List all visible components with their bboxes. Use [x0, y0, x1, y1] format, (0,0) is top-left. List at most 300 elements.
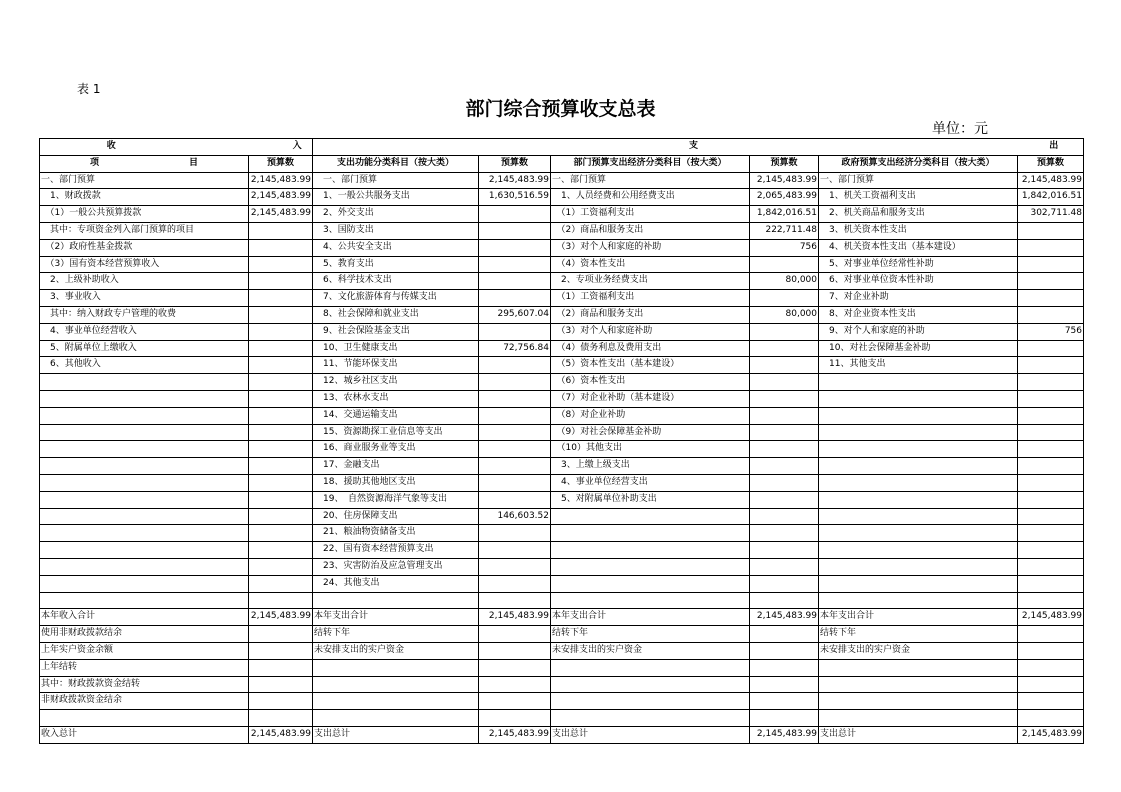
col-header-item-right: 目	[189, 157, 199, 168]
income-item-cell: 一、部门预算	[40, 172, 249, 189]
func-item-cell: 23、灾害防治及应急管理支出	[313, 558, 479, 575]
dept-econ-item-cell	[551, 542, 750, 559]
dept-econ-item-cell: 1、人员经费和公用经费支出	[551, 189, 750, 206]
func-budget-cell	[479, 626, 551, 643]
table-row	[40, 172, 1084, 189]
func-budget-cell	[479, 542, 551, 559]
income-budget-cell	[249, 323, 313, 340]
func-item-cell: 18、援助其他地区支出	[313, 474, 479, 491]
func-budget-cell	[479, 693, 551, 710]
income-item-cell	[40, 491, 249, 508]
func-budget-cell	[479, 256, 551, 273]
gov-econ-budget-cell	[1018, 676, 1084, 693]
func-budget-cell	[479, 558, 551, 575]
dept-econ-item-cell	[551, 525, 750, 542]
dept-econ-budget-cell: 80,000	[750, 273, 819, 290]
gov-econ-budget-cell	[1018, 222, 1084, 239]
dept-econ-budget-cell	[750, 525, 819, 542]
gov-econ-item-cell: 8、对企业资本性支出	[819, 306, 1018, 323]
dept-econ-budget-cell	[750, 424, 819, 441]
dept-econ-budget-cell: 2,145,483.99	[750, 609, 819, 626]
dept-econ-budget-cell	[750, 474, 819, 491]
gov-econ-item-cell: 未安排支出的实户资金	[819, 642, 1018, 659]
table-row	[40, 676, 1084, 693]
table-row	[40, 390, 1084, 407]
dept-econ-item-cell: （5）资本性支出（基本建设）	[551, 357, 750, 374]
table-row	[40, 726, 1084, 743]
gov-econ-item-cell: 支出总计	[819, 726, 1018, 743]
income-budget-cell	[249, 458, 313, 475]
func-budget-cell	[479, 525, 551, 542]
income-budget-cell	[249, 642, 313, 659]
gov-econ-item-cell	[819, 525, 1018, 542]
func-item-cell	[313, 592, 479, 609]
col-header-budget-gov: 预算数	[1018, 155, 1084, 172]
table-row	[40, 626, 1084, 643]
gov-econ-budget-cell	[1018, 407, 1084, 424]
gov-econ-item-cell	[819, 542, 1018, 559]
func-budget-cell	[479, 474, 551, 491]
col-header-item	[40, 155, 249, 172]
gov-econ-budget-cell	[1018, 357, 1084, 374]
budget-summary-table	[39, 138, 1084, 744]
dept-econ-item-cell	[551, 710, 750, 727]
table-row	[40, 458, 1084, 475]
gov-econ-budget-cell	[1018, 592, 1084, 609]
income-item-cell: 2、上级补助收入	[40, 273, 249, 290]
func-item-cell: 本年支出合计	[313, 609, 479, 626]
income-item-cell	[40, 542, 249, 559]
func-item-cell: 20、住房保障支出	[313, 508, 479, 525]
func-budget-cell	[479, 390, 551, 407]
table-row	[40, 407, 1084, 424]
dept-econ-item-cell: （4）资本性支出	[551, 256, 750, 273]
func-budget-cell	[479, 239, 551, 256]
func-budget-cell	[479, 290, 551, 307]
income-item-cell: 3、事业收入	[40, 290, 249, 307]
gov-econ-item-cell: 11、其他支出	[819, 357, 1018, 374]
dept-econ-budget-cell	[750, 390, 819, 407]
income-budget-cell: 2,145,483.99	[249, 206, 313, 223]
table-row	[40, 189, 1084, 206]
dept-econ-item-cell: 本年支出合计	[551, 609, 750, 626]
func-budget-cell: 2,145,483.99	[479, 609, 551, 626]
gov-econ-budget-cell	[1018, 575, 1084, 592]
dept-econ-budget-cell	[750, 710, 819, 727]
func-budget-cell	[479, 659, 551, 676]
func-budget-cell	[479, 374, 551, 391]
income-item-cell: 5、附属单位上缴收入	[40, 340, 249, 357]
income-budget-cell	[249, 424, 313, 441]
dept-econ-budget-cell: 222,711.48	[750, 222, 819, 239]
col-header-budget-func: 预算数	[479, 155, 551, 172]
func-item-cell: 5、教育支出	[313, 256, 479, 273]
dept-econ-budget-cell	[750, 508, 819, 525]
dept-econ-item-cell: （4）债务利息及费用支出	[551, 340, 750, 357]
dept-econ-budget-cell	[750, 407, 819, 424]
gov-econ-budget-cell	[1018, 525, 1084, 542]
dept-econ-item-cell: （1）工资福利支出	[551, 290, 750, 307]
income-item-cell: （3）国有资本经营预算收入	[40, 256, 249, 273]
dept-econ-budget-cell	[750, 642, 819, 659]
group-header-row	[40, 139, 1084, 156]
func-budget-cell	[479, 491, 551, 508]
income-item-cell: 上年实户资金余额	[40, 642, 249, 659]
income-budget-cell	[249, 525, 313, 542]
dept-econ-budget-cell	[750, 256, 819, 273]
income-budget-cell	[249, 575, 313, 592]
income-item-cell	[40, 458, 249, 475]
func-budget-cell: 72,756.84	[479, 340, 551, 357]
dept-econ-budget-cell	[750, 592, 819, 609]
income-budget-cell	[249, 290, 313, 307]
dept-econ-item-cell: （7）对企业补助（基本建设）	[551, 390, 750, 407]
func-item-cell: 16、商业服务业等支出	[313, 441, 479, 458]
income-item-cell: 上年结转	[40, 659, 249, 676]
unit-label: 单位：元	[932, 121, 988, 137]
gov-econ-item-cell	[819, 676, 1018, 693]
func-budget-cell	[479, 206, 551, 223]
income-budget-cell	[249, 357, 313, 374]
gov-econ-item-cell: 5、对事业单位经常性补助	[819, 256, 1018, 273]
income-budget-cell: 2,145,483.99	[249, 189, 313, 206]
income-budget-cell	[249, 222, 313, 239]
gov-econ-item-cell	[819, 592, 1018, 609]
table-row	[40, 206, 1084, 223]
gov-econ-item-cell: 6、对事业单位资本性补助	[819, 273, 1018, 290]
dept-econ-budget-cell: 756	[750, 239, 819, 256]
func-item-cell: 一、部门预算	[313, 172, 479, 189]
income-budget-cell	[249, 542, 313, 559]
func-item-cell: 12、城乡社区支出	[313, 374, 479, 391]
func-item-cell	[313, 659, 479, 676]
dept-econ-budget-cell	[750, 558, 819, 575]
dept-econ-item-cell: （6）资本性支出	[551, 374, 750, 391]
func-budget-cell	[479, 407, 551, 424]
func-budget-cell: 2,145,483.99	[479, 172, 551, 189]
table-row	[40, 542, 1084, 559]
gov-econ-item-cell	[819, 441, 1018, 458]
gov-econ-item-cell: 7、对企业补助	[819, 290, 1018, 307]
func-item-cell	[313, 693, 479, 710]
func-budget-cell	[479, 592, 551, 609]
income-item-cell: 其中：财政拨款资金结转	[40, 676, 249, 693]
dept-econ-item-cell: （1）工资福利支出	[551, 206, 750, 223]
dept-econ-item-cell: （2）商品和服务支出	[551, 222, 750, 239]
func-item-cell: 2、外交支出	[313, 206, 479, 223]
expense-header-left: 支	[688, 141, 698, 151]
dept-econ-budget-cell	[750, 659, 819, 676]
table-row	[40, 239, 1084, 256]
gov-econ-budget-cell	[1018, 290, 1084, 307]
gov-econ-budget-cell	[1018, 374, 1084, 391]
gov-econ-budget-cell	[1018, 390, 1084, 407]
gov-econ-budget-cell: 756	[1018, 323, 1084, 340]
func-item-cell: 13、农林水支出	[313, 390, 479, 407]
func-budget-cell	[479, 710, 551, 727]
dept-econ-budget-cell	[750, 458, 819, 475]
income-item-cell: 收入总计	[40, 726, 249, 743]
table-row	[40, 273, 1084, 290]
gov-econ-item-cell	[819, 491, 1018, 508]
gov-econ-budget-cell: 302,711.48	[1018, 206, 1084, 223]
gov-econ-item-cell: 10、对社会保障基金补助	[819, 340, 1018, 357]
col-header-item-left: 项	[89, 157, 99, 168]
dept-econ-item-cell: （2）商品和服务支出	[551, 306, 750, 323]
income-item-cell	[40, 525, 249, 542]
table-row	[40, 491, 1084, 508]
income-budget-cell	[249, 340, 313, 357]
func-budget-cell: 146,603.52	[479, 508, 551, 525]
dept-econ-budget-cell	[750, 374, 819, 391]
expense-group-header	[313, 139, 1084, 156]
table-row	[40, 609, 1084, 626]
gov-econ-budget-cell: 2,145,483.99	[1018, 172, 1084, 189]
income-budget-cell	[249, 306, 313, 323]
gov-econ-budget-cell	[1018, 558, 1084, 575]
func-budget-cell: 1,630,516.59	[479, 189, 551, 206]
income-item-cell	[40, 508, 249, 525]
dept-econ-item-cell: 5、对附属单位补助支出	[551, 491, 750, 508]
dept-econ-budget-cell: 2,145,483.99	[750, 726, 819, 743]
dept-econ-item-cell	[551, 508, 750, 525]
gov-econ-budget-cell	[1018, 508, 1084, 525]
income-item-cell: 使用非财政拨款结余	[40, 626, 249, 643]
dept-econ-item-cell	[551, 575, 750, 592]
income-budget-cell	[249, 508, 313, 525]
gov-econ-budget-cell	[1018, 491, 1084, 508]
func-item-cell: 24、其他支出	[313, 575, 479, 592]
income-item-cell: 1、财政拨款	[40, 189, 249, 206]
dept-econ-budget-cell	[750, 491, 819, 508]
income-item-cell	[40, 710, 249, 727]
func-budget-cell	[479, 642, 551, 659]
gov-econ-item-cell	[819, 508, 1018, 525]
table-number: 表 1	[77, 82, 101, 96]
income-item-cell	[40, 407, 249, 424]
dept-econ-item-cell: （3）对个人和家庭补助	[551, 323, 750, 340]
dept-econ-item-cell: 3、上缴上级支出	[551, 458, 750, 475]
gov-econ-item-cell: 结转下年	[819, 626, 1018, 643]
dept-econ-budget-cell	[750, 575, 819, 592]
income-budget-cell: 2,145,483.99	[249, 172, 313, 189]
table-row	[40, 441, 1084, 458]
gov-econ-budget-cell	[1018, 256, 1084, 273]
income-budget-cell	[249, 676, 313, 693]
income-budget-cell	[249, 374, 313, 391]
dept-econ-budget-cell: 2,145,483.99	[750, 172, 819, 189]
column-header-row	[40, 155, 1084, 172]
income-header-left: 收	[106, 141, 116, 151]
income-budget-cell	[249, 592, 313, 609]
dept-econ-item-cell: （10）其他支出	[551, 441, 750, 458]
dept-econ-item-cell: 支出总计	[551, 726, 750, 743]
dept-econ-item-cell	[551, 592, 750, 609]
dept-econ-budget-cell: 2,065,483.99	[750, 189, 819, 206]
func-budget-cell	[479, 323, 551, 340]
func-item-cell: 1、一般公共服务支出	[313, 189, 479, 206]
func-budget-cell	[479, 458, 551, 475]
dept-econ-budget-cell	[750, 676, 819, 693]
dept-econ-item-cell: （8）对企业补助	[551, 407, 750, 424]
gov-econ-item-cell: 9、对个人和家庭的补助	[819, 323, 1018, 340]
col-header-dept-econ: 部门预算支出经济分类科目（按大类）	[551, 155, 750, 172]
table-row	[40, 357, 1084, 374]
dept-econ-budget-cell	[750, 693, 819, 710]
func-item-cell	[313, 710, 479, 727]
col-header-func: 支出功能分类科目（按大类）	[313, 155, 479, 172]
income-budget-cell	[249, 273, 313, 290]
func-item-cell: 17、金融支出	[313, 458, 479, 475]
table-row	[40, 525, 1084, 542]
income-budget-cell	[249, 256, 313, 273]
col-header-gov-econ: 政府预算支出经济分类科目（按大类）	[819, 155, 1018, 172]
gov-econ-item-cell	[819, 659, 1018, 676]
table-row	[40, 710, 1084, 727]
income-item-cell	[40, 558, 249, 575]
income-group-header	[40, 139, 313, 156]
dept-econ-item-cell	[551, 659, 750, 676]
gov-econ-item-cell: 1、机关工资福利支出	[819, 189, 1018, 206]
dept-econ-budget-cell	[750, 441, 819, 458]
func-item-cell: 3、国防支出	[313, 222, 479, 239]
income-budget-cell	[249, 693, 313, 710]
dept-econ-budget-cell	[750, 357, 819, 374]
gov-econ-item-cell	[819, 558, 1018, 575]
income-item-cell: 其中：纳入财政专户管理的收费	[40, 306, 249, 323]
gov-econ-item-cell	[819, 693, 1018, 710]
gov-econ-item-cell	[819, 407, 1018, 424]
gov-econ-item-cell: 2、机关商品和服务支出	[819, 206, 1018, 223]
func-budget-cell	[479, 441, 551, 458]
income-budget-cell	[249, 491, 313, 508]
gov-econ-budget-cell	[1018, 626, 1084, 643]
income-budget-cell: 2,145,483.99	[249, 726, 313, 743]
dept-econ-budget-cell	[750, 626, 819, 643]
gov-econ-budget-cell: 2,145,483.99	[1018, 609, 1084, 626]
table-row	[40, 290, 1084, 307]
table-row	[40, 558, 1084, 575]
func-item-cell: 支出总计	[313, 726, 479, 743]
table-row	[40, 424, 1084, 441]
dept-econ-budget-cell	[750, 323, 819, 340]
income-item-cell: （2）政府性基金拨款	[40, 239, 249, 256]
gov-econ-budget-cell	[1018, 340, 1084, 357]
gov-econ-budget-cell	[1018, 306, 1084, 323]
gov-econ-item-cell	[819, 710, 1018, 727]
gov-econ-budget-cell	[1018, 458, 1084, 475]
gov-econ-item-cell	[819, 390, 1018, 407]
gov-econ-budget-cell	[1018, 542, 1084, 559]
func-item-cell	[313, 676, 479, 693]
gov-econ-item-cell	[819, 458, 1018, 475]
func-budget-cell: 2,145,483.99	[479, 726, 551, 743]
func-budget-cell	[479, 222, 551, 239]
table-row	[40, 256, 1084, 273]
func-budget-cell	[479, 357, 551, 374]
table-row	[40, 222, 1084, 239]
gov-econ-budget-cell: 2,145,483.99	[1018, 726, 1084, 743]
table-row	[40, 508, 1084, 525]
expense-header-right: 出	[1049, 141, 1059, 151]
table-row	[40, 340, 1084, 357]
income-item-cell: （1）一般公共预算拨款	[40, 206, 249, 223]
table-row	[40, 474, 1084, 491]
func-item-cell: 4、公共安全支出	[313, 239, 479, 256]
gov-econ-item-cell: 4、机关资本性支出（基本建设）	[819, 239, 1018, 256]
income-budget-cell	[249, 239, 313, 256]
table-row	[40, 575, 1084, 592]
gov-econ-budget-cell	[1018, 424, 1084, 441]
gov-econ-budget-cell	[1018, 474, 1084, 491]
income-budget-cell	[249, 710, 313, 727]
income-item-cell	[40, 575, 249, 592]
dept-econ-item-cell: （3）对个人和家庭的补助	[551, 239, 750, 256]
func-budget-cell: 295,607.04	[479, 306, 551, 323]
page-title: 部门综合预算收支总表	[465, 98, 656, 120]
income-item-cell: 6、其他收入	[40, 357, 249, 374]
income-item-cell	[40, 441, 249, 458]
table-row	[40, 693, 1084, 710]
income-budget-cell	[249, 390, 313, 407]
gov-econ-item-cell	[819, 575, 1018, 592]
gov-econ-item-cell: 本年支出合计	[819, 609, 1018, 626]
func-item-cell: 22、国有资本经营预算支出	[313, 542, 479, 559]
func-item-cell: 11、节能环保支出	[313, 357, 479, 374]
col-header-budget-income: 预算数	[249, 155, 313, 172]
func-item-cell: 21、粮油物资储备支出	[313, 525, 479, 542]
func-budget-cell	[479, 575, 551, 592]
dept-econ-item-cell: 未安排支出的实户资金	[551, 642, 750, 659]
income-budget-cell	[249, 659, 313, 676]
dept-econ-item-cell: 结转下年	[551, 626, 750, 643]
income-item-cell: 其中：专项资金列入部门预算的项目	[40, 222, 249, 239]
table-row	[40, 642, 1084, 659]
income-item-cell	[40, 424, 249, 441]
func-item-cell: 7、文化旅游体育与传媒支出	[313, 290, 479, 307]
dept-econ-budget-cell: 80,000	[750, 306, 819, 323]
gov-econ-budget-cell	[1018, 239, 1084, 256]
income-budget-cell	[249, 441, 313, 458]
func-item-cell: 结转下年	[313, 626, 479, 643]
dept-econ-budget-cell	[750, 542, 819, 559]
func-item-cell: 14、交通运输支出	[313, 407, 479, 424]
func-item-cell: 9、社会保险基金支出	[313, 323, 479, 340]
func-budget-cell	[479, 424, 551, 441]
income-budget-cell	[249, 407, 313, 424]
table-row	[40, 659, 1084, 676]
func-item-cell: 10、卫生健康支出	[313, 340, 479, 357]
dept-econ-item-cell: 一、部门预算	[551, 172, 750, 189]
dept-econ-item-cell	[551, 558, 750, 575]
gov-econ-budget-cell: 1,842,016.51	[1018, 189, 1084, 206]
gov-econ-budget-cell	[1018, 710, 1084, 727]
gov-econ-item-cell	[819, 374, 1018, 391]
dept-econ-item-cell: （9）对社会保障基金补助	[551, 424, 750, 441]
table-row	[40, 323, 1084, 340]
dept-econ-budget-cell	[750, 340, 819, 357]
gov-econ-item-cell: 一、部门预算	[819, 172, 1018, 189]
income-header-right: 入	[292, 141, 302, 151]
func-item-cell: 8、社会保障和就业支出	[313, 306, 479, 323]
gov-econ-item-cell: 3、机关资本性支出	[819, 222, 1018, 239]
gov-econ-item-cell	[819, 474, 1018, 491]
table-row	[40, 592, 1084, 609]
dept-econ-budget-cell	[750, 290, 819, 307]
income-item-cell: 4、事业单位经营收入	[40, 323, 249, 340]
func-item-cell: 未安排支出的实户资金	[313, 642, 479, 659]
income-item-cell: 非财政拨款资金结余	[40, 693, 249, 710]
